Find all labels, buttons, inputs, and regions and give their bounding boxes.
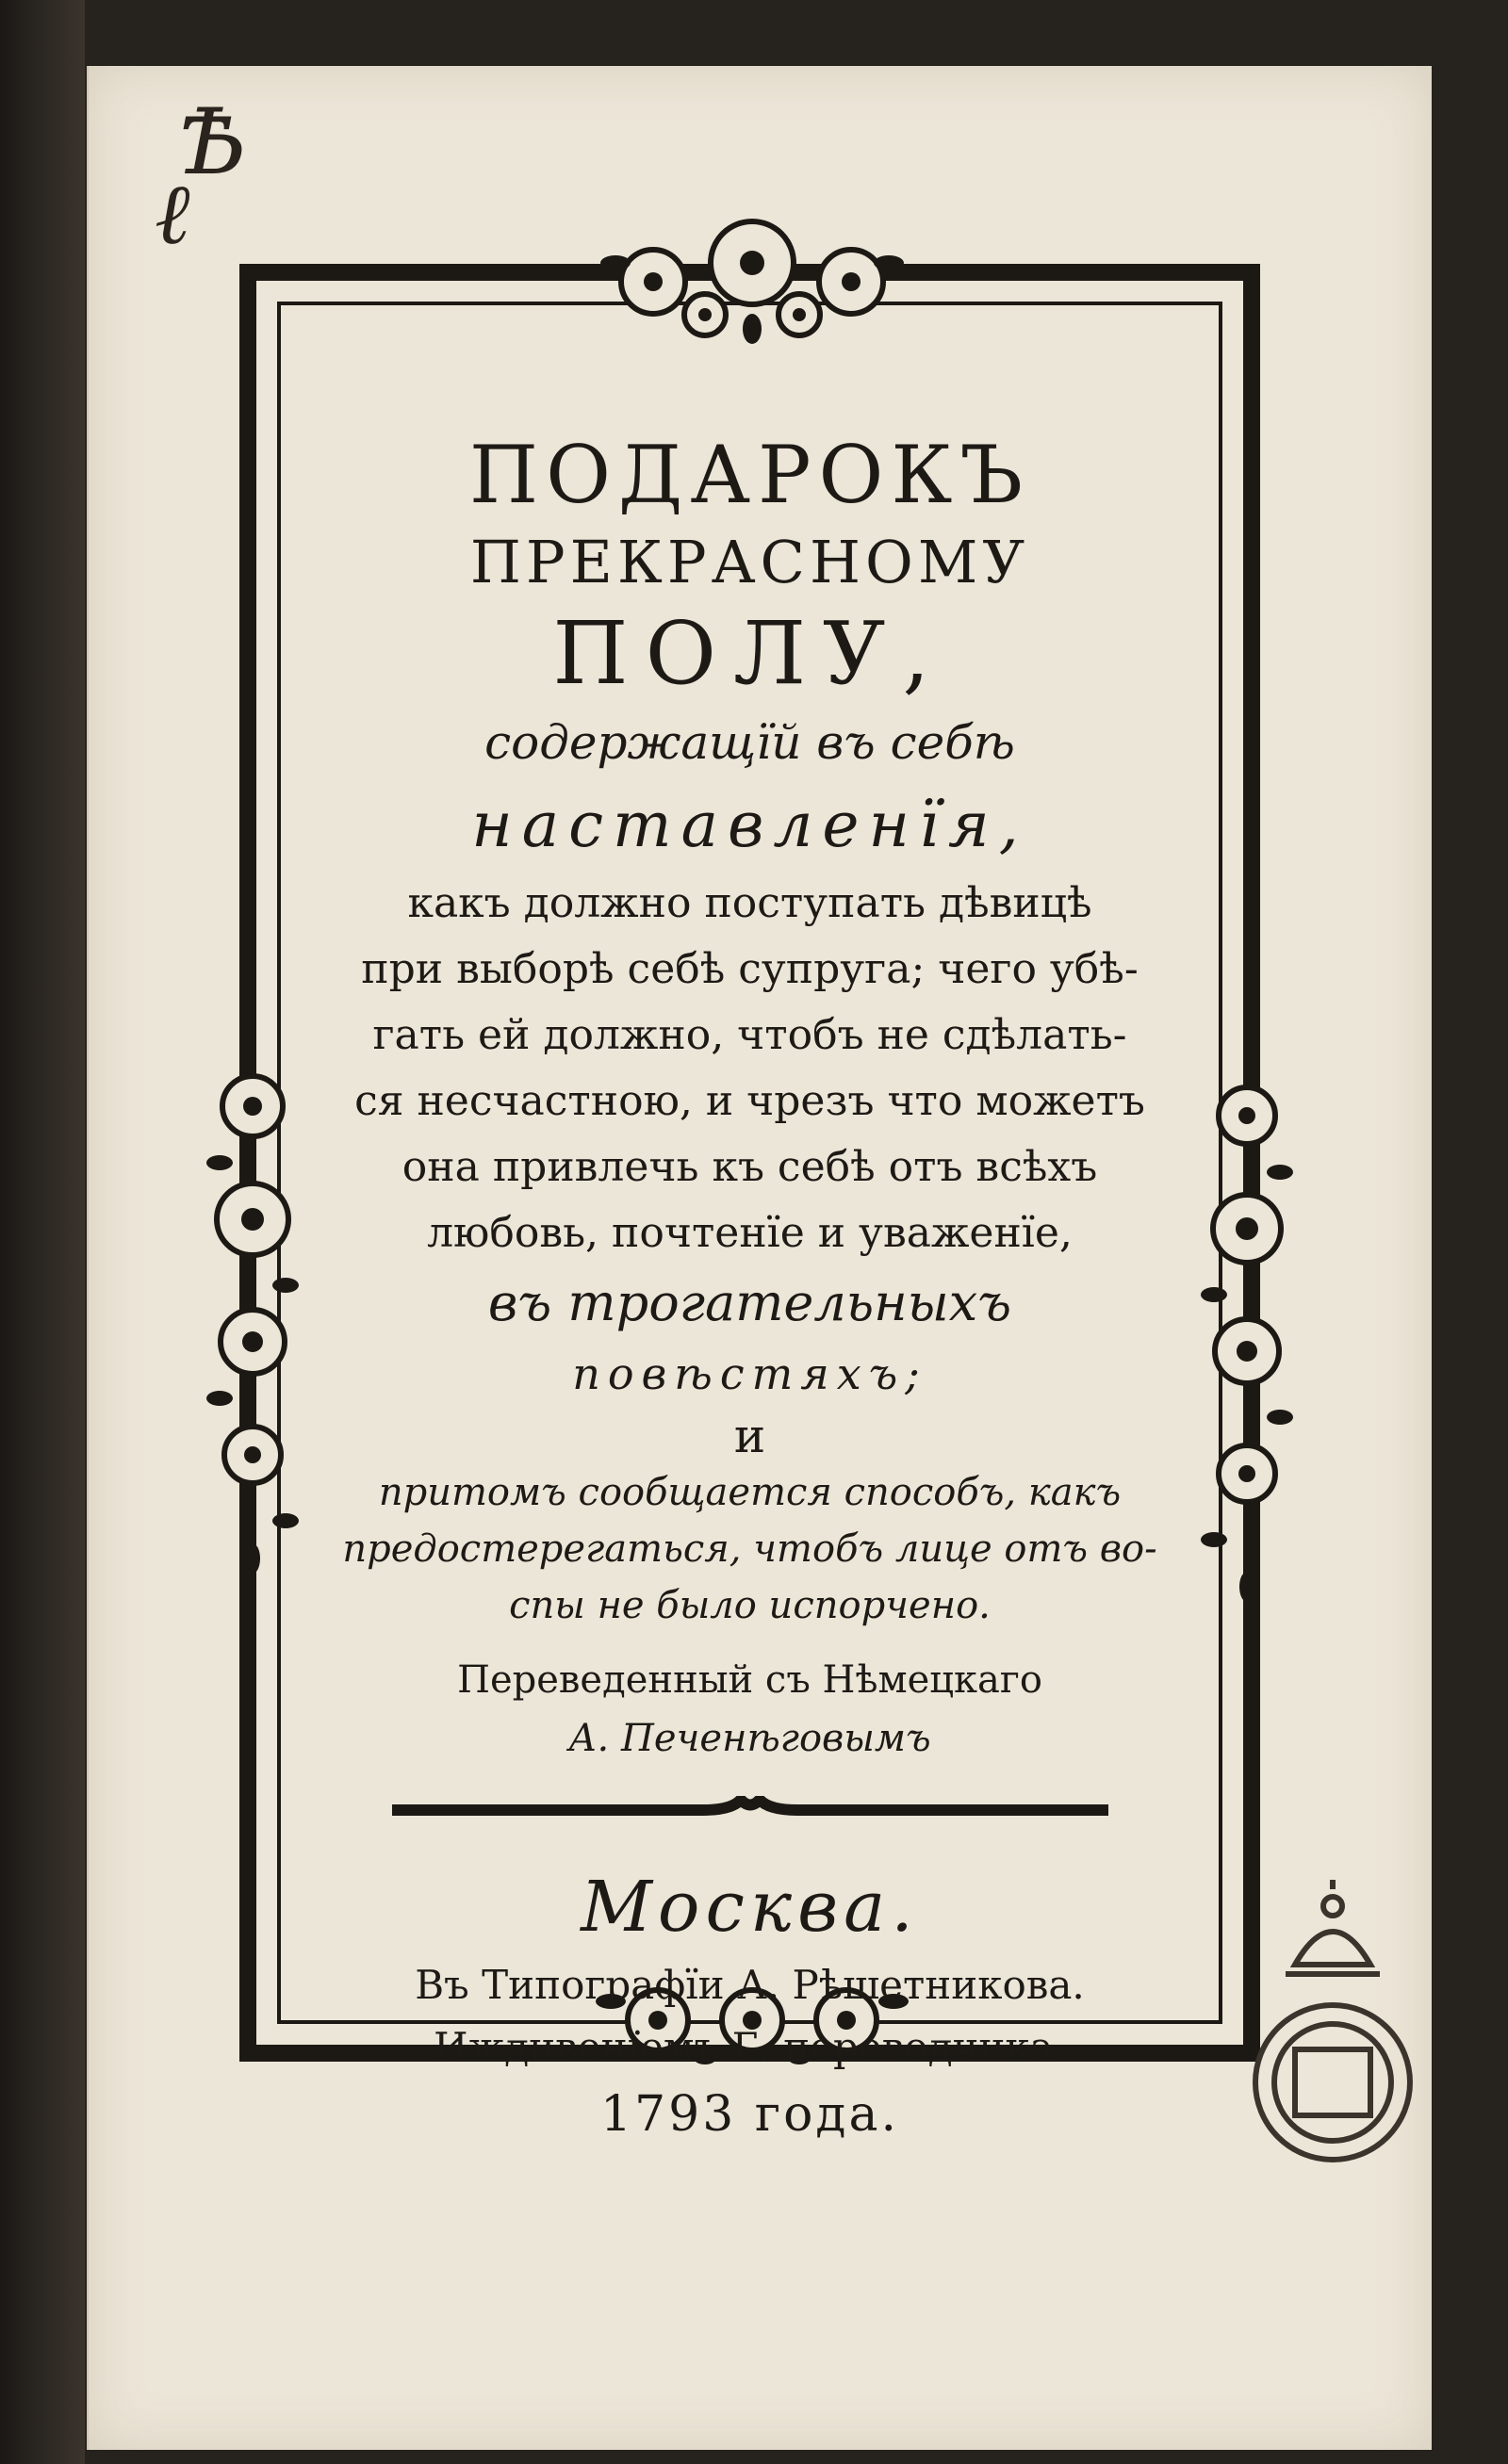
imprint-press: Въ Типографїи А. Рѣшетникова. — [415, 1962, 1085, 2008]
title-page — [87, 66, 1432, 2450]
addendum-line: предостерегаться, чтобъ лице отъ во- — [342, 1527, 1157, 1571]
description-line: она привлечь къ себѣ отъ всѣхъ — [402, 1143, 1098, 1191]
imprint-year: 1793 года. — [600, 2086, 899, 2143]
imprint-expense: Иждивенїемъ Г. переводчика. — [434, 2024, 1066, 2070]
handwritten-mark-bottom: ℓ — [155, 165, 190, 264]
book-cover-edge — [0, 0, 85, 2464]
floral-ornament-top — [597, 206, 908, 348]
description-line: какъ должно поступать дѣвицѣ — [407, 879, 1092, 927]
addendum-line: спы не было испорчено. — [509, 1584, 991, 1627]
addendum-line: притомъ сообщается способъ, какъ — [378, 1471, 1122, 1514]
floral-ornament-left — [196, 1031, 309, 1596]
subtitle-line-3: и — [733, 1409, 766, 1463]
title-line-2: ПРЕКРАСНОМУ — [469, 528, 1030, 596]
title-text-block — [309, 428, 1190, 2150]
handwritten-mark-top: Ѣ — [178, 90, 248, 195]
translator-credit: Переведенный съ Нѣмецкаго — [457, 1658, 1042, 1702]
title-line-3: ПОЛУ, — [552, 603, 947, 704]
title-line-5: наставленїя, — [471, 789, 1028, 861]
library-stamp-icon — [1248, 1880, 1418, 2191]
floral-ornament-right — [1190, 1059, 1303, 1624]
imprint-city: Москва. — [581, 1867, 919, 1948]
description-line: ся несчастною, и чрезъ что можетъ — [354, 1077, 1145, 1125]
divider-rule — [392, 1796, 1108, 1824]
description-line: любовь, почтенїе и уваженїе, — [427, 1209, 1073, 1257]
description-line: при выборѣ себѣ супруга; чего убѣ- — [361, 945, 1139, 993]
decorative-border — [239, 264, 1260, 2143]
title-line-4: содержащїй въ себѣ — [484, 715, 1015, 770]
title-line-1: ПОДАРОКЪ — [468, 429, 1031, 521]
description-line: гать ей должно, чтобъ не сдѣлать- — [372, 1011, 1127, 1059]
subtitle-line-1: въ трогательныхъ — [487, 1273, 1012, 1332]
subtitle-line-2: повѣстяхъ; — [572, 1348, 927, 1399]
translator-name: А. Печенѣговымъ — [568, 1717, 931, 1760]
